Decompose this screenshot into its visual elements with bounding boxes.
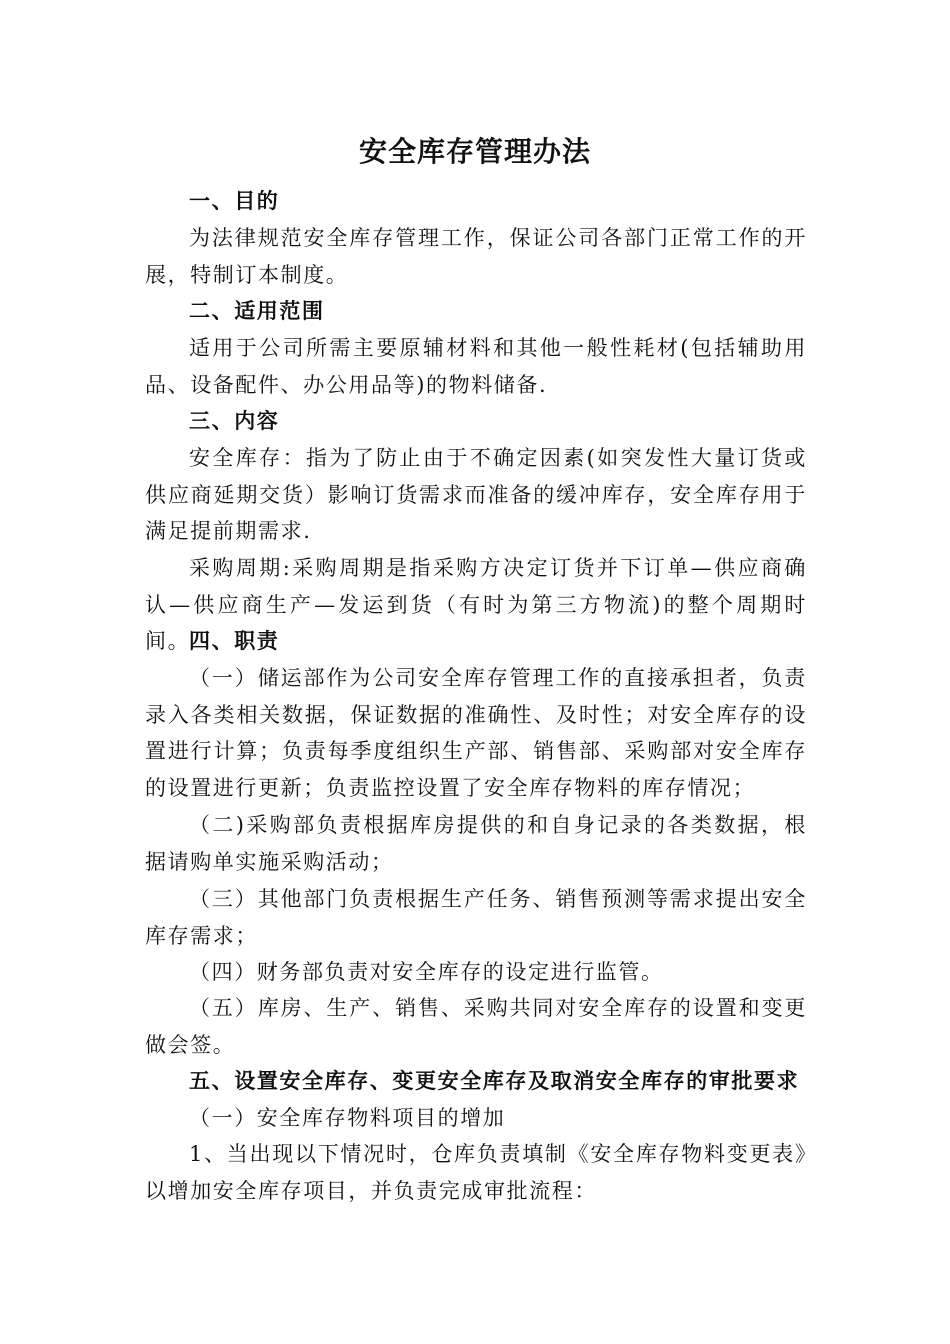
- section-heading-responsibilities: 四、职责: [189, 628, 280, 653]
- section-heading-scope: 二、适用范围: [189, 298, 325, 323]
- paragraph-scope: 适用于公司所需主要原辅材料和其他一般性耗材(包括辅助用品、设备配件、办公用品等)的物料储备.: [145, 336, 807, 397]
- paragraph-responsibility-5: （五）库房、生产、销售、采购共同对安全库存的设置和变更做会签。: [145, 996, 807, 1057]
- section-heading-approval: 五、设置安全库存、变更安全库存及取消安全库存的审批要求: [189, 1068, 800, 1093]
- paragraph-purpose: 为法律规范安全库存管理工作，保证公司各部门正常工作的开展，特制订本制度。: [145, 226, 807, 287]
- paragraph-approval-1: （一）安全库存物料项目的增加: [189, 1106, 506, 1130]
- document-title: 安全库存管理办法: [358, 135, 591, 168]
- paragraph-safety-stock-definition: 安全库存：指为了防止由于不确定因素(如突发性大量订货或供应商延期交货）影响订货需求而准备的缓冲库存，安全库存用于满足提前期需求.: [145, 446, 807, 543]
- paragraph-responsibility-2: （二)采购部负责根据库房提供的和自身记录的各类数据，根据请购单实施采购活动；: [145, 813, 807, 874]
- paragraph-responsibility-1: （一）储运部作为公司安全库存管理工作的直接承担者，负责录入各类相关数据，保证数据的准确性、及时性；对安全库存的设置进行计算；负责每季度组织生产部、销售部、采购部对安全库存的设置进行更新；负责监控设置了安全库存物料的库存情况；: [145, 666, 807, 800]
- paragraph-responsibility-4: （四）财务部负责对安全库存的设定进行监管。: [189, 960, 664, 984]
- paragraph-responsibility-3: （三）其他部门负责根据生产任务、销售预测等需求提出安全库存需求；: [145, 887, 807, 948]
- section-heading-purpose: 一、目的: [189, 188, 280, 213]
- paragraph-approval-2: 1、当出现以下情况时，仓库负责填制《安全库存物料变更表》以增加安全库存项目，并负责完成审批流程：: [145, 1142, 807, 1203]
- paragraph-purchase-cycle-definition: 采购周期:采购周期是指采购方决定订货并下订单—供应商确认—供应商生产—发运到货（有时为第三方物流)的整个周期时间。: [145, 556, 807, 653]
- section-heading-content: 三、内容: [189, 408, 280, 433]
